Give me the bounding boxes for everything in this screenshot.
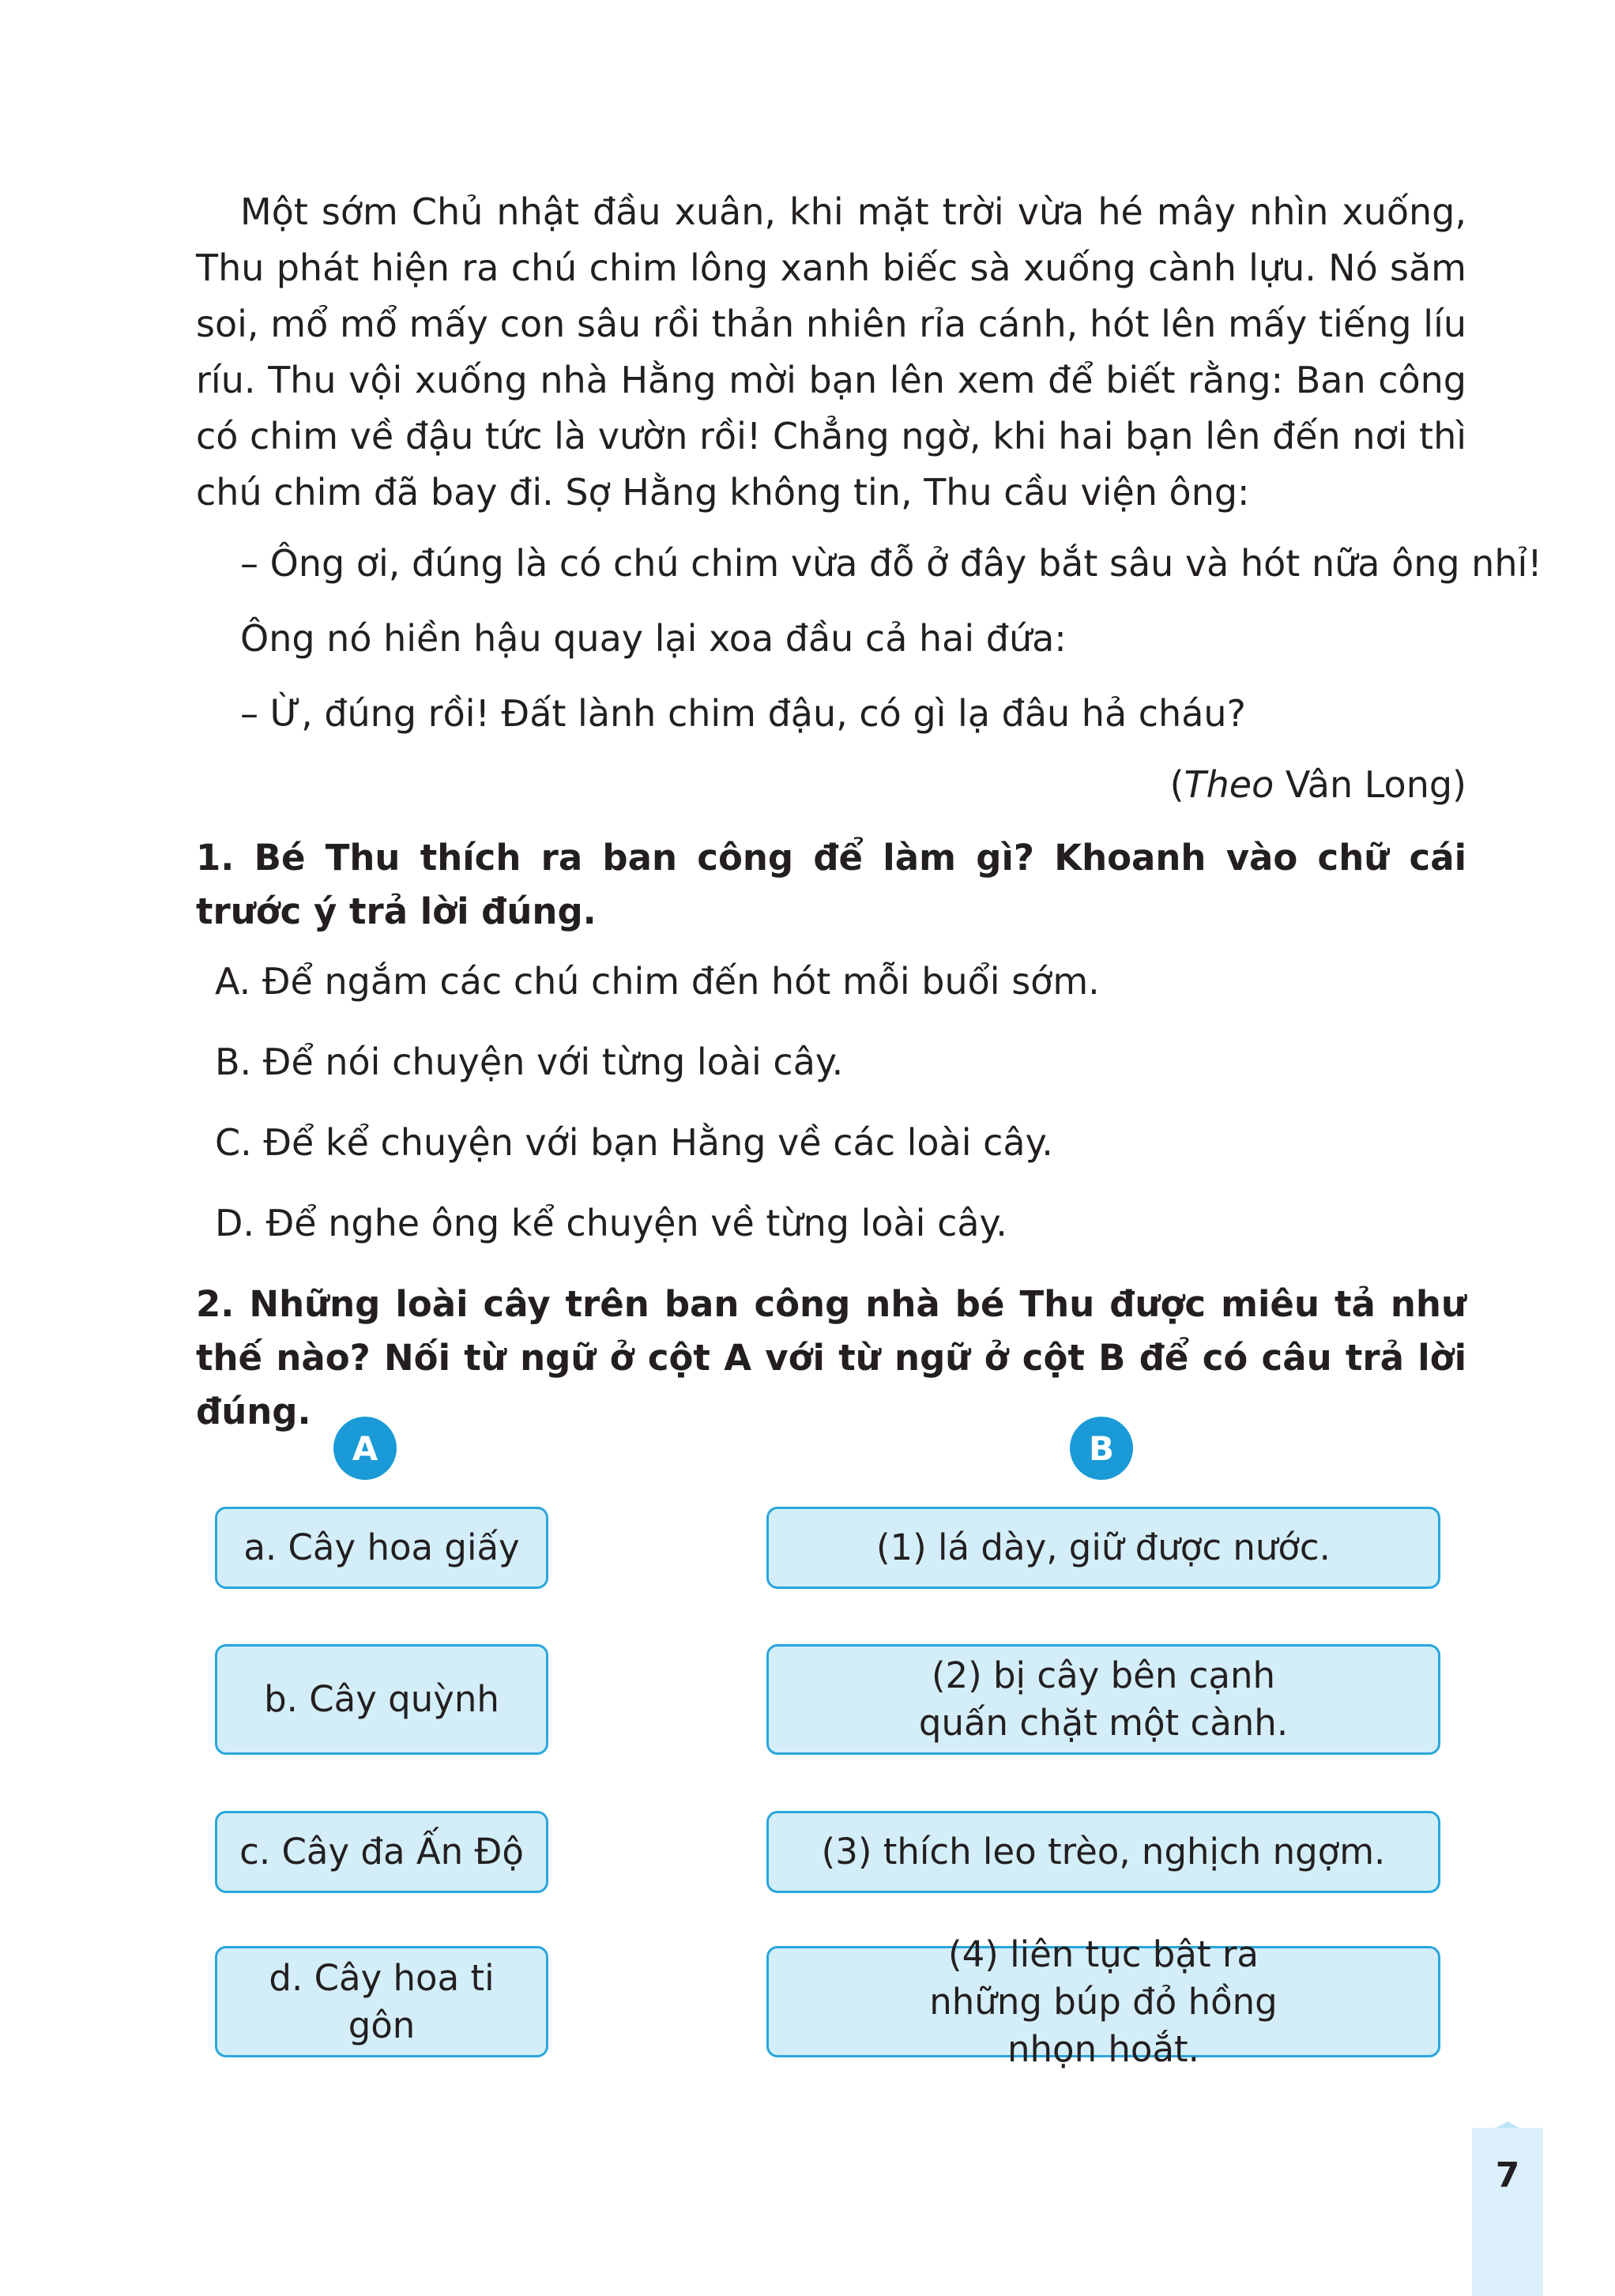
question-1-prompt: 1. Bé Thu thích ra ban công để làm gì? Khoanh vào chữ cái trước ý trả lời đúng. <box>196 837 1466 932</box>
question-1-option-c[interactable]: C. Để kể chuyện với bạn Hằng về các loài cây. <box>215 1121 1053 1164</box>
column-b-item-2-text: (2) bị cây bên cạnh quấn chặt một cành. <box>918 1654 1289 1744</box>
column-b-label: B <box>1070 1417 1133 1480</box>
column-b-item-3[interactable] <box>766 1811 1440 1893</box>
story-paragraph-text: Một sớm Chủ nhật đầu xuân, khi mặt trời vừa hé mây nhìn xuống, Thu phát hiện ra chú chim lông xanh biếc sà xuống cành lựu. Nó săm soi, mổ mổ mấy con sâu rồi thản nhiên rỉa cánh, hót lên mấy tiếng líu ríu. Thu vội xuống nhà Hằng mời bạn lên xem để biết rằng: Ban công có chim về đậu tức là vườn rồi! Chẳng ngờ, khi hai bạn lên đến nơi thì chú chim đã bay đi. Sợ Hằng không tin, Thu cầu viện ông: <box>196 190 1467 514</box>
page-number-tab <box>1472 2128 1543 2296</box>
column-a-item-d[interactable] <box>215 1946 548 2057</box>
column-b-item-4[interactable] <box>766 1933 1440 2070</box>
column-a-item-c-text: c. Cây đa Ấn Độ <box>239 1831 524 1873</box>
column-a-item-a[interactable] <box>215 1507 548 1589</box>
column-b-item-4-text: (4) liên tục bật ra những búp đỏ hồng nhọn hoắt. <box>929 1933 1278 2070</box>
column-a-item-b-text: b. Cây quỳnh <box>264 1678 499 1720</box>
page-number: 7 <box>1495 2155 1520 2196</box>
question-1-option-b[interactable]: B. Để nói chuyện với từng loài cây. <box>215 1041 844 1083</box>
question-1-option-d[interactable]: D. Để nghe ông kể chuyện về từng loài cây. <box>215 1202 1007 1244</box>
column-a-item-d-text: d. Cây hoa ti gôn <box>269 1956 495 2046</box>
dialogue-line-1: – Ông ơi, đúng là có chú chim vừa đỗ ở đây bắt sâu và hót nữa ông nhỉ! <box>240 542 1542 585</box>
column-b-item-3-text: (3) thích leo trèo, nghịch ngợm. <box>821 1831 1386 1873</box>
column-a-item-b[interactable] <box>215 1644 548 1755</box>
column-a-label: A <box>333 1417 397 1480</box>
narration-line: Ông nó hiền hậu quay lại xoa đầu cả hai đứa: <box>240 617 1067 660</box>
story-paragraph <box>196 184 1466 521</box>
attribution-author: Vân Long) <box>1274 763 1466 806</box>
attribution-open: ( <box>1169 763 1184 806</box>
column-a-item-a-text: a. Cây hoa giấy <box>243 1526 520 1568</box>
column-b-item-1[interactable] <box>766 1507 1440 1589</box>
column-a-item-c[interactable] <box>215 1811 548 1893</box>
story-attribution <box>1170 763 1466 806</box>
attribution-theo: Theo <box>1184 763 1274 806</box>
question-1-option-a[interactable]: A. Để ngắm các chú chim đến hót mỗi buổi sớm. <box>215 960 1100 1003</box>
dialogue-line-2: – Ừ, đúng rồi! Đất lành chim đậu, có gì lạ đâu hả cháu? <box>240 692 1246 735</box>
column-b-item-1-text: (1) lá dày, giữ được nước. <box>876 1526 1331 1568</box>
question-2-prompt: 2. Những loài cây trên ban công nhà bé Thu được miêu tả như thế nào? Nối từ ngữ ở cột A với từ ngữ ở cột B để có câu trả lời đúng. <box>196 1283 1466 1432</box>
column-b-item-2[interactable] <box>766 1644 1440 1755</box>
